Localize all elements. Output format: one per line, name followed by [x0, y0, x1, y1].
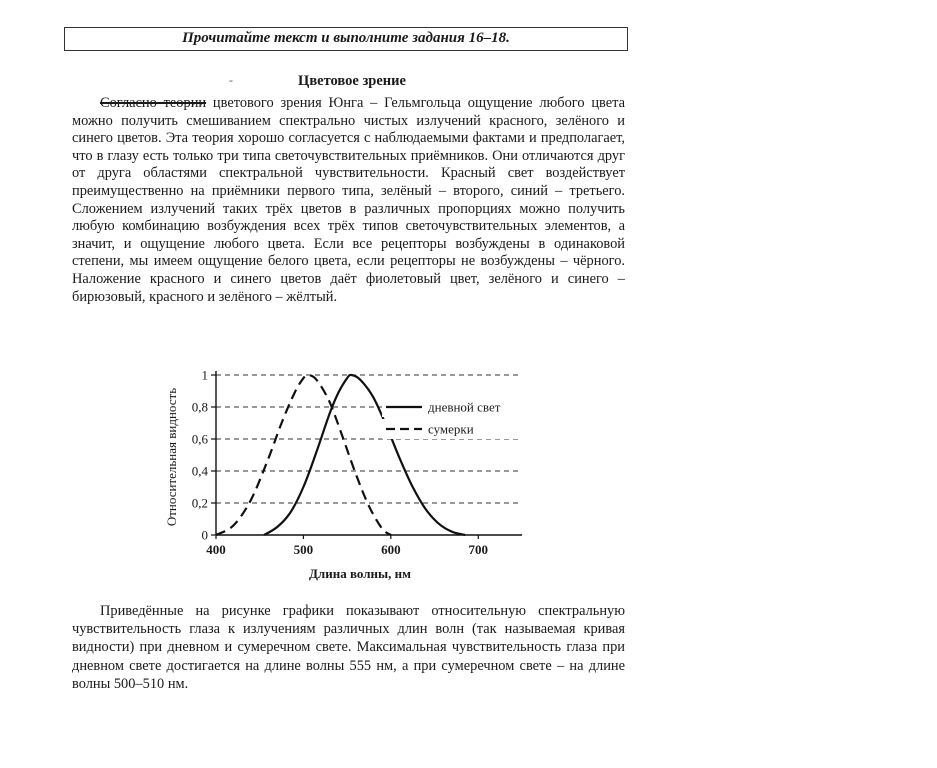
legend-label: сумерки — [428, 421, 474, 437]
y-tick-label: 0,2 — [191, 495, 208, 511]
x-tick-label: 700 — [468, 542, 489, 557]
x-tick-label: 400 — [206, 542, 226, 557]
y-axis-label: Относительная видность — [164, 387, 179, 527]
y-tick-label: 0,6 — [191, 431, 208, 447]
y-tick-label: 0,8 — [191, 399, 208, 415]
series-twilight-line — [216, 375, 391, 535]
y-tick-label: 0,4 — [191, 463, 208, 479]
x-tick-label: 500 — [293, 542, 314, 557]
title-mark: - — [229, 73, 233, 87]
task-instruction: Прочитайте текст и выполните задания 16–18. — [64, 27, 628, 51]
article-title: Цветовое зрение — [298, 73, 406, 89]
x-axis-label: Длина волны, нм — [308, 566, 412, 581]
chart-axes — [192, 368, 522, 558]
y-tick-label: 0 — [201, 527, 208, 543]
struck-text: Согласно теории — [100, 95, 207, 111]
x-tick-label: 600 — [381, 542, 401, 557]
chart-legend — [382, 397, 522, 439]
y-tick-label: 1 — [201, 367, 208, 383]
legend-label: дневной свет — [428, 399, 501, 415]
visibility-chart — [160, 365, 540, 590]
paragraph-1-text: цветового зрения Юнга – Гельмгольца ощущение любого цвета можно получить смешиванием спектрально чистых излучений красного, зелёного и синего цветов. Эта теория хорошо согласуется с наблюдаемыми фактами и предполагает, что в глазу есть только три типа светочувствительных приёмников. Они отличаются друг от друга областями спектральной чувствительности. Красный свет воздействует преимущественно на приёмники первого типа, зелёный – второго, синий – третьего. Сложением излучений таких трёх цветов в различных пропорциях можно получить любую комбинацию возбуждения всех трёх типов светочувствительных элементов, а значит, и ощущение любого цвета. Если все рецепторы возбуждены в одинаковой степени, мы имеем ощущение белого цвета, если рецепторы не возбуждены – чёрного. Наложение красного и синего цветов даёт фиолетовый цвет, зелёного и синего – бирюзовый, красного и зелёного – жёлтый. — [72, 95, 626, 305]
paragraph-1 — [72, 95, 625, 306]
paragraph-2: Приведённые на рисунке графики показывают относительную спектральную чувствительность глаза к излучениям различных длин волн (так называемая кривая видности) при дневном и сумеречном свете. Максимальная чувствительность глаза при дневном свете достигается на длине волны 555 нм, а при сумеречном свете – на длине волны 500–510 нм. — [72, 603, 625, 692]
